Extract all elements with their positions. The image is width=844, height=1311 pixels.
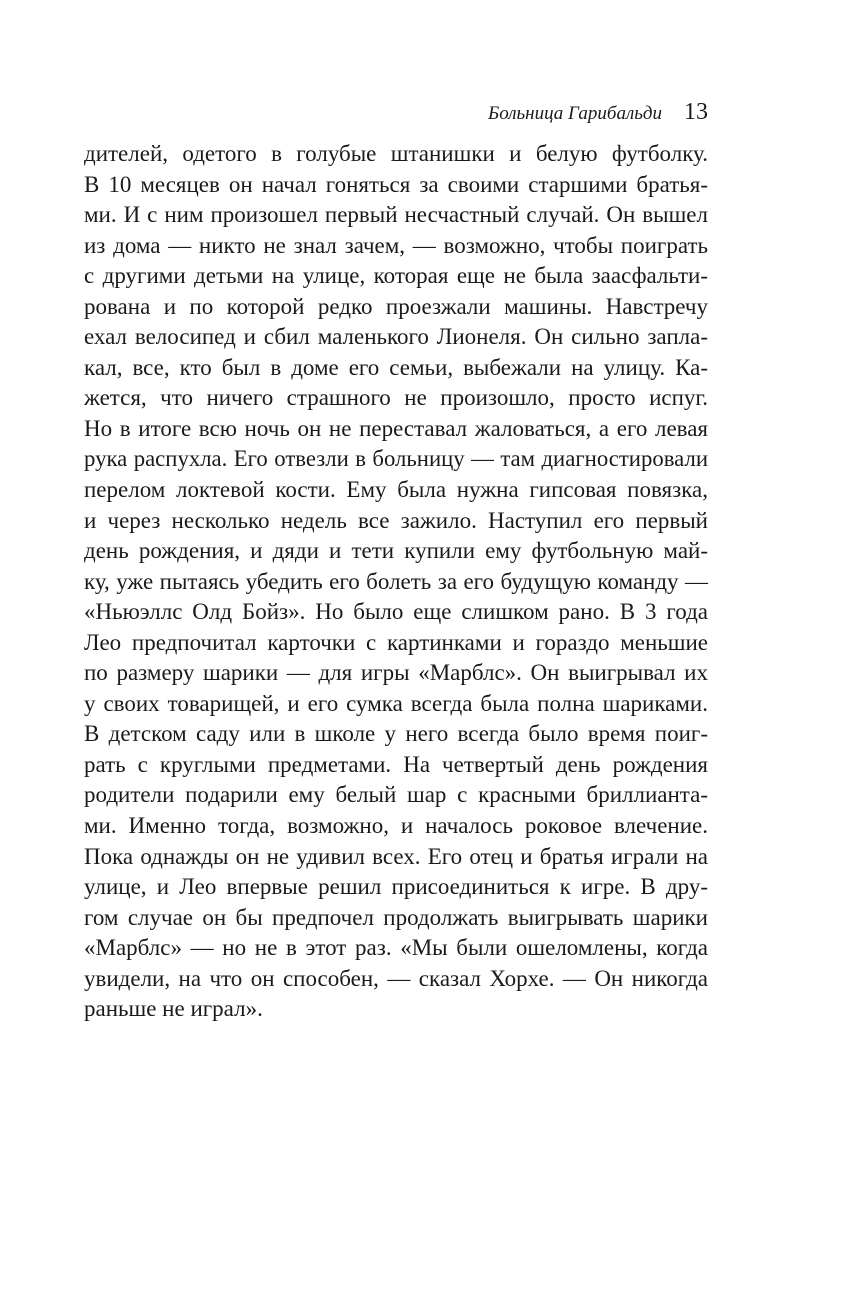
text-line: В 10 месяцев он начал гоняться за своими старшими братья- <box>84 171 708 197</box>
text-line: перелом локтевой кости. Ему была нужна гипсовая повязка, <box>84 477 708 503</box>
text-line: жется, что ничего страшного не произошло, просто испуг. <box>84 385 708 411</box>
text-line: Пока однажды он не удивил всех. Его отец и братья играли на <box>84 843 708 869</box>
text-line: ми. Именно тогда, возможно, и началось роковое влечение. <box>84 813 708 839</box>
text-line: день рождения, и дяди и тети купили ему футбольную май- <box>84 538 708 564</box>
text-line: по размеру шарики — для игры «Марблс». Он выигрывал их <box>84 660 708 686</box>
text-line: ми. И с ним произошел первый несчастный случай. Он вышел <box>84 202 708 228</box>
text-line: родители подарили ему белый шар с красными бриллианта- <box>84 782 708 808</box>
text-line: из дома — никто не знал зачем, — возможно, чтобы поиграть <box>84 232 708 258</box>
text-line: Но в итоге всю ночь он не переставал жаловаться, а его левая <box>84 415 708 441</box>
text-line: Лео предпочитал карточки с картинками и гораздо меньшие <box>84 629 708 655</box>
running-title: Больница Гарибальди <box>487 103 662 124</box>
text-line: раньше не играл». <box>84 996 263 1022</box>
text-line: улице, и Лео впервые решил присоединиться к игре. В дру- <box>84 874 708 900</box>
page-number: 13 <box>684 99 708 125</box>
text-line: ку, уже пытаясь убедить его болеть за его будущую команду — <box>84 568 708 594</box>
text-line: ехал велосипед и сбил маленького Лионеля. Он сильно запла- <box>84 324 708 350</box>
running-header <box>488 99 708 129</box>
text-line: с другими детьми на улице, которая еще не была заасфальти- <box>84 263 708 289</box>
text-line: у своих товарищей, и его сумка всегда была полна шариками. <box>84 690 708 716</box>
text-line: рука распухла. Его отвезли в больницу — там диагностировали <box>84 446 708 472</box>
text-line: В детском саду или в школе у него всегда было время поиг- <box>84 721 708 747</box>
text-line: «Марблс» — но не в этот раз. «Мы были ошеломлены, когда <box>84 935 708 961</box>
text-line: и через несколько недель все зажило. Наступил его первый <box>84 507 708 533</box>
text-line: кал, все, кто был в доме его семьи, выбежали на улицу. Ка- <box>84 354 708 380</box>
body-paragraph <box>84 139 708 1025</box>
text-line: «Ньюэллс Олд Бойз». Но было еще слишком рано. В 3 года <box>84 599 708 625</box>
text-line: дителей, одетого в голубые штанишки и белую футболку. <box>84 141 708 166</box>
text-line: рать с круглыми предметами. На четвертый день рождения <box>84 751 708 777</box>
text-line: увидели, на что он способен, — сказал Хорхе. — Он никогда <box>84 965 708 991</box>
text-line: гом случае он бы предпочел продолжать выигрывать шарики <box>84 904 708 930</box>
text-line: рована и по которой редко проезжали машины. Навстречу <box>84 293 708 319</box>
